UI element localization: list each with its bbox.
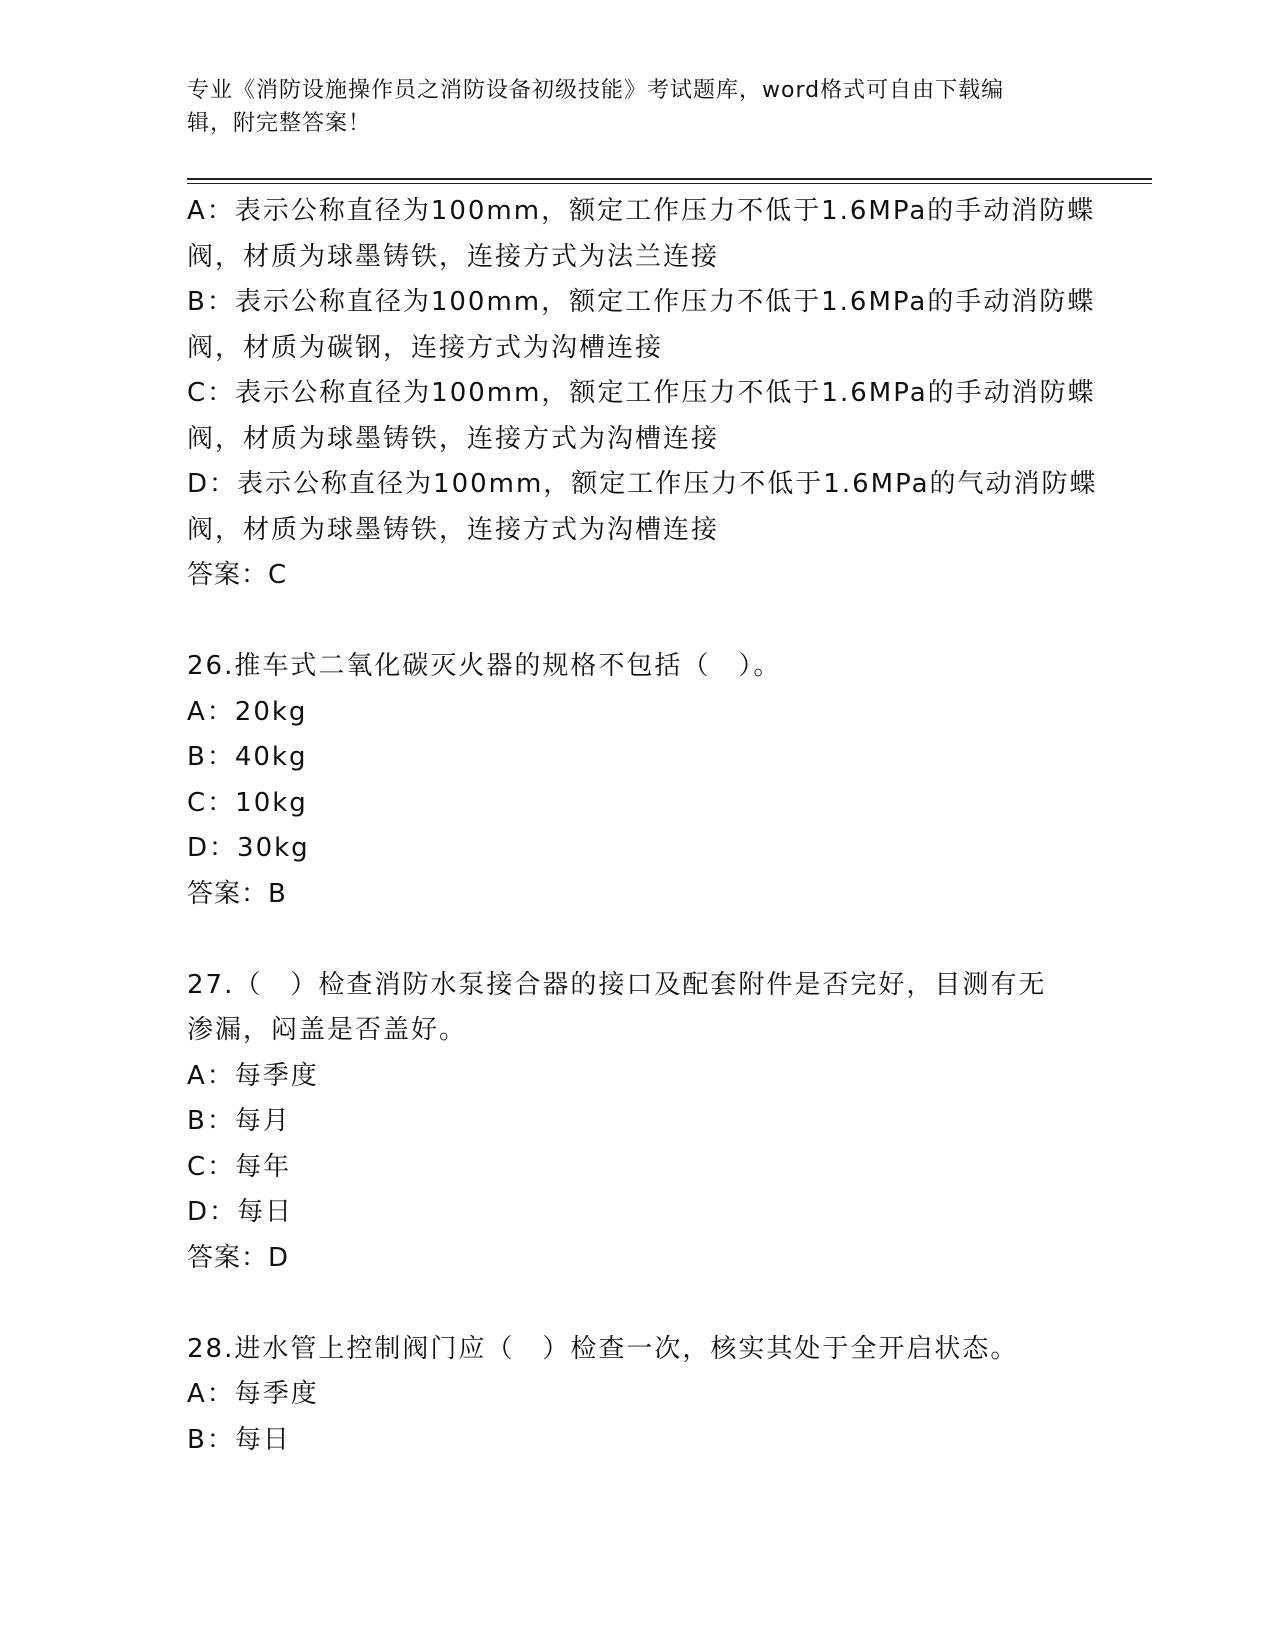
- q26-answer: 答案：B: [187, 878, 287, 909]
- q27-option-a: A：每季度: [187, 1060, 319, 1091]
- q28-option-b: B：每日: [187, 1424, 291, 1455]
- header-line-2: 辑，附完整答案！: [187, 111, 372, 136]
- header-divider-thick: [187, 178, 1152, 180]
- q26-option-d: D：30kg: [187, 833, 310, 863]
- question-27: [187, 963, 1087, 1282]
- q26-option-a: A：20kg: [187, 696, 308, 727]
- q25-option-a-line-2: 阀，材质为球墨铸铁，连接方式为法兰连接: [187, 241, 720, 272]
- header-line-1: 专业《消防设施操作员之消防设备初级技能》考试题库，word格式可自由下载编: [187, 78, 1005, 103]
- question-28: [187, 1327, 1087, 1464]
- q27-option-c: C：每年: [187, 1151, 292, 1182]
- q25-option-c-line-1: C：表示公称直径为100mm，额定工作压力不低于1.6MPa的手动消防蝶: [187, 378, 1096, 408]
- document-header: [187, 74, 1087, 140]
- q25-option-d-line-1: D：表示公称直径为100mm，额定工作压力不低于1.6MPa的气动消防蝶: [187, 469, 1098, 499]
- spacer: [187, 599, 1087, 645]
- q25-answer: 答案：C: [187, 560, 288, 590]
- q25-option-c-line-2: 阀，材质为球墨铸铁，连接方式为沟槽连接: [187, 423, 720, 454]
- q27-option-d: D：每日: [187, 1197, 294, 1227]
- q25-option-a-line-1: A：表示公称直径为100mm，额定工作压力不低于1.6MPa的手动消防蝶: [187, 196, 1096, 226]
- q28-option-a: A：每季度: [187, 1379, 319, 1409]
- q25-option-b-line-1: B：表示公称直径为100mm，额定工作压力不低于1.6MPa的手动消防蝶: [187, 287, 1096, 317]
- header-divider-thin: [187, 183, 1152, 184]
- q27-answer: 答案：D: [187, 1242, 290, 1273]
- q26-option-c: C：10kg: [187, 787, 308, 818]
- question-content: [187, 189, 1098, 1463]
- question-26: [187, 644, 1087, 917]
- q26-question-text: 26.推车式二氧化碳灭火器的规格不包括（ ）。: [187, 651, 782, 681]
- q26-option-b: B：40kg: [187, 742, 308, 772]
- q25-option-d-line-2: 阀，材质为球墨铸铁，连接方式为沟槽连接: [187, 514, 720, 545]
- q25-option-b-line-2: 阀，材质为碳钢，连接方式为沟槽连接: [187, 332, 664, 363]
- q27-question-text-line-1: 27.（ ）检查消防水泵接合器的接口及配套附件是否完好，目测有无: [187, 969, 1047, 1000]
- question-25: [187, 189, 1098, 599]
- q27-option-b: B：每月: [187, 1106, 291, 1136]
- spacer: [187, 917, 1087, 963]
- q27-question-text-line-2: 渗漏，闷盖是否盖好。: [187, 1015, 468, 1045]
- q28-question-text: 28.进水管上控制阀门应（ ）检查一次，核实其处于全开启状态。: [187, 1333, 1019, 1364]
- spacer: [187, 1281, 1087, 1327]
